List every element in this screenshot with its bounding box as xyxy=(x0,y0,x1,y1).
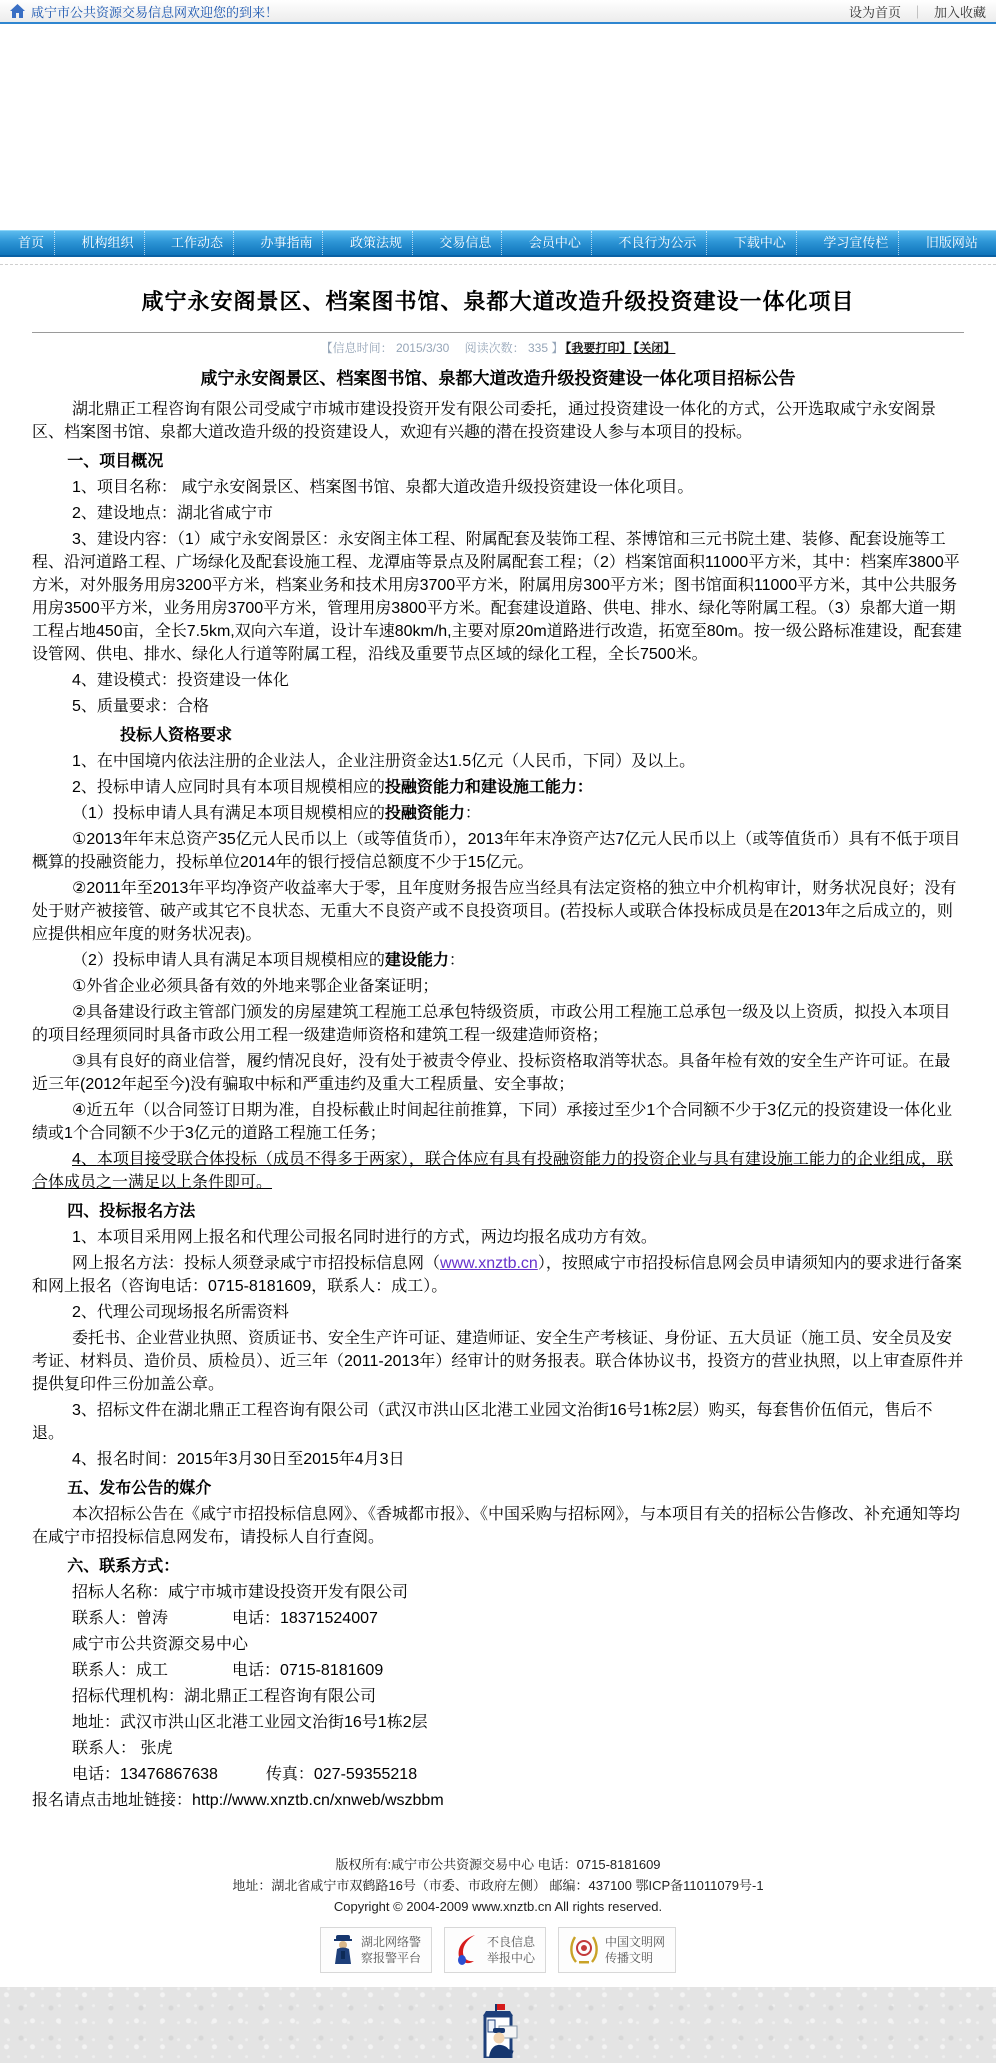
footer-badges xyxy=(0,1927,996,1973)
nav-item-0[interactable]: 首页 xyxy=(8,231,55,255)
article-paragraph xyxy=(32,750,964,773)
text-segment: ②具备建设行政主管部门颁发的房屋建筑工程施工总承包特级资质，市政公用工程施工总承包一级及以上资质，拟投入本项目的项目经理须同时具备市政公用工程一级建造师资格和建筑工程一级建造师资格； xyxy=(32,1004,951,1044)
text-segment: 联系人：曾涛 电话：18371524007 xyxy=(72,1610,378,1627)
article-paragraph xyxy=(32,1737,964,1760)
badge-hubei-cyber-police[interactable] xyxy=(320,1927,432,1973)
article-paragraph xyxy=(32,1503,964,1549)
topbar-right xyxy=(849,2,986,21)
text-segment: 2、投标申请人应同时具有本项目规模相应的 xyxy=(72,779,385,796)
article-paragraph xyxy=(32,1685,964,1708)
text-segment: 建设能力 xyxy=(384,952,449,969)
article-paragraph xyxy=(32,1226,964,1249)
nav-item-6[interactable]: 会员中心 xyxy=(519,231,592,255)
title-divider xyxy=(32,332,964,333)
bottom-strip xyxy=(0,1987,996,2063)
text-segment: 3、招标文件在湖北鼎正工程咨询有限公司（武汉市洪山区北港工业园文治街16号1栋2层）购买，每套售价伍佰元，售后不退。 xyxy=(32,1402,933,1442)
article-paragraph xyxy=(32,1327,964,1396)
article-paragraph xyxy=(32,1001,964,1047)
text-segment: 联系人：成工 电话：0715-8181609 xyxy=(72,1662,384,1679)
page-title: 咸宁永安阁景区、档案图书馆、泉都大道改造升级投资建设一体化项目 xyxy=(141,289,855,314)
article-paragraph xyxy=(32,1050,964,1096)
text-segment: 委托书、企业营业执照、资质证书、安全生产许可证、建造师证、安全生产考核证、身份证、五大员证（施工员、安全员及安考证、材料员、造价员、质检员）、近三年（2011-2013年）经审计的财务报表。联合体协议书，投资方的营业执照，以上审查原件并提供复印件三份加盖公章。 xyxy=(32,1330,964,1393)
banner-placeholder xyxy=(0,24,996,230)
text-segment: 4、报名时间：2015年3月30日至2015年4月3日 xyxy=(72,1451,405,1468)
text-segment: 4、 xyxy=(72,1151,97,1168)
badge-label: 不良信息 举报中心 xyxy=(486,1935,535,1965)
text-segment: 2、代理公司现场报名所需资料 xyxy=(72,1304,289,1321)
nav-item-9[interactable]: 学习宣传栏 xyxy=(813,231,899,255)
text-segment: 咸宁永安阁景区、档案图书馆、泉都大道改造升级投资建设一体化项目招标公告 xyxy=(200,369,796,388)
page-footer xyxy=(0,1854,996,1973)
print-button[interactable]: 【我要打印】 xyxy=(565,341,632,355)
civilization-icon xyxy=(569,1933,599,1968)
article-paragraph xyxy=(32,398,964,444)
text-segment: ②2011年至2013年平均净资产收益率大于零，且年度财务报告应当经具有法定资格的独立中介机构审计，财务状况良好；没有处于财产被接管、破产或其它不良状态、无重大不良资产或不良投资项目。(若投标人或联合体投标成员是在2013年之后成立的，则应提供相应年度的财务状况表)。 xyxy=(32,880,957,943)
text-segment: （2）投标申请人具有满足本项目规模相应的 xyxy=(72,952,385,969)
report-center-icon xyxy=(455,1933,481,1968)
text-segment: 1、项目名称： 咸宁永安阁景区、档案图书馆、泉都大道改造升级投资建设一体化项目。 xyxy=(72,479,694,496)
text-segment: 本项目接受联合体投标（成员不得多于两家），联合体应有具有投融资能力的投资企业与具有建设施工能力的企业组成，联合体成员之一满足以上条件即可。 xyxy=(32,1151,953,1191)
text-segment: 电话：13476867638 传真：027-59355218 xyxy=(72,1766,418,1783)
article-paragraph xyxy=(32,1477,964,1500)
nav-item-4[interactable]: 政策法规 xyxy=(340,231,413,255)
main-nav xyxy=(0,230,996,257)
article-paragraph xyxy=(32,828,964,874)
nav-item-5[interactable]: 交易信息 xyxy=(429,231,502,255)
article-paragraph xyxy=(32,695,964,718)
badge-bad-info-report[interactable] xyxy=(444,1927,546,1973)
article-paragraph xyxy=(32,1252,964,1298)
article-paragraph xyxy=(32,1633,964,1656)
welcome-text: 咸宁市公共资源交易信息网欢迎您的到来！ xyxy=(31,4,279,20)
article-paragraph xyxy=(32,1763,964,1786)
text-segment: 网上报名方法：投标人须登录咸宁市招投标信息网（ xyxy=(72,1255,441,1272)
article-paragraph xyxy=(32,802,964,825)
article-paragraph xyxy=(32,1200,964,1223)
text-segment: 3、建设内容：（1）咸宁永安阁景区：永安阁主体工程、附属配套及装饰工程、茶博馆和三元书院土建、装修、配套设施等工程、沿河道路工程、广场绿化及配套设施工程、龙潭庙等景点及附属配套工程；（2）档案馆面积11000平方米，其中：档案库3800平方米，对外服务用房3200平方米，档案业务和技术用房3700平方米，附属用房300平方米；图书馆面积11000平方米，其中公共服务用房3500平方米，业务用房3700平方米，管理用房3800平方米。配套建设道路、供电、排水、绿化等附属工程。（3）泉都大道一期工程占地450亩，全长7.5km,双向六车道，设计车速80km/h,主要对原20m道路进行改造，拓宽至80m。按一级公路标准建设，配套建设管网、供电、排水、绿化人行道等附属工程，沿线及重要节点区域的绿化工程，全长7500米。 xyxy=(32,531,962,663)
text-segment: 报名请点击地址链接：http://www.xnztb.cn/xnweb/wszbbm xyxy=(32,1792,444,1809)
nav-item-2[interactable]: 工作动态 xyxy=(161,231,234,255)
nav-item-8[interactable]: 下载中心 xyxy=(724,231,797,255)
footer-copyright: Copyright © 2004-2009 www.xnztb.cn All rights reserved. xyxy=(333,1899,663,1914)
police-mascot-icon[interactable] xyxy=(475,2004,521,2063)
topbar xyxy=(0,0,996,24)
nav-item-1[interactable]: 机构组织 xyxy=(71,231,144,255)
text-segment: 湖北鼎正工程咨询有限公司受咸宁市城市建设投资开发有限公司委托，通过投资建设一体化的方式，公开选取咸宁永安阁景区、档案图书馆、泉都大道改造升级的投资建设人，欢迎有兴趣的潜在投资建设人参与本项目的投标。 xyxy=(32,401,937,441)
close-button[interactable]: 【关闭】 xyxy=(633,341,676,355)
text-segment: 地址：武汉市洪山区北港工业园文治街16号1栋2层 xyxy=(72,1714,428,1731)
article-paragraph xyxy=(32,1099,964,1145)
text-segment: （1）投标申请人具有满足本项目规模相应的 xyxy=(72,805,385,822)
text-segment: 一、项目概况 xyxy=(67,453,164,470)
article-paragraph xyxy=(32,1711,964,1734)
text-segment: 1、在中国境内依法注册的企业法人，企业注册资金达1.5亿元（人民币，下同）及以上。 xyxy=(72,753,696,770)
article-paragraph xyxy=(32,476,964,499)
add-favorite-link[interactable]: 加入收藏 xyxy=(933,4,986,20)
article-paragraph xyxy=(32,724,964,747)
article-paragraph xyxy=(32,776,964,799)
footer-copyright-owner: 版权所有:咸宁市公共资源交易中心 电话：0715-8181609 xyxy=(335,1857,661,1872)
article-meta xyxy=(32,339,964,357)
text-segment: 本次招标公告在《咸宁市招投标信息网》、《香城都市报》、《中国采购与招标网》，与本项目有关的招标公告修改、补充通知等均在咸宁市招投标信息网发布，请投标人自行查阅。 xyxy=(32,1506,961,1546)
article-body xyxy=(32,367,964,1812)
article-paragraph xyxy=(32,1399,964,1445)
article-paragraph xyxy=(32,450,964,473)
text-segment: ③具有良好的商业信誉，履约情况良好，没有处于被责令停业、投标资格取消等状态。具备年检有效的安全生产许可证。在最近三年(2012年起至今)没有骗取中标和严重违约及重大工程质量、安全事故； xyxy=(32,1053,951,1093)
article-paragraph xyxy=(32,1301,964,1324)
text-segment: ①2013年年末总资产35亿元人民币以上（或等值货币），2013年年末净资产达7亿元人民币以上（或等值货币）具有不低于项目概算的投融资能力，投标单位2014年的银行授信总额度不少于15亿元。 xyxy=(32,831,961,871)
text-segment: 咸宁市公共资源交易中心 xyxy=(72,1636,249,1653)
text-segment: 联系人： 张虎 xyxy=(72,1740,173,1757)
text-segment: ④近五年（以合同签订日期为准，自投标截止时间起往前推算，下同）承接过至少1个合同额不少于3亿元的投资建设一体化业绩或1个合同额不少于3亿元的道路工程施工任务； xyxy=(32,1102,953,1142)
text-segment: 四、投标报名方法 xyxy=(67,1203,196,1220)
article-paragraph xyxy=(32,1555,964,1578)
badge-label: 中国文明网 传播文明 xyxy=(605,1935,666,1965)
meta-info: 【信息时间： 2015/3/30 阅读次数： 335 】 xyxy=(320,341,564,355)
text-segment: 1、本项目采用网上报名和代理公司报名同时进行的方式，两边均报名成功方有效。 xyxy=(72,1229,657,1246)
footer-address: 地址：湖北省咸宁市双鹤路16号（市委、市政府左侧） 邮编：437100 鄂ICP备11011079号-1 xyxy=(232,1878,764,1893)
police-badge-icon xyxy=(331,1933,355,1968)
text-segment: 五、发布公告的媒介 xyxy=(67,1480,212,1497)
set-home-link[interactable]: 设为首页 xyxy=(848,4,901,20)
nav-item-7[interactable]: 不良行为公示 xyxy=(608,231,707,255)
home-icon xyxy=(10,4,25,18)
text-segment: ： xyxy=(448,952,465,969)
badge-label: 湖北网络警 察报警平台 xyxy=(360,1935,421,1965)
badge-china-civilization[interactable] xyxy=(558,1927,676,1973)
article-paragraph xyxy=(32,877,964,946)
content-area xyxy=(0,265,996,1812)
article-paragraph xyxy=(32,975,964,998)
text-segment: 4、建设模式：投资建设一体化 xyxy=(72,672,289,689)
text-segment: 招标人名称：咸宁市城市建设投资开发有限公司 xyxy=(72,1584,409,1601)
article-paragraph xyxy=(32,949,964,972)
nav-item-3[interactable]: 办事指南 xyxy=(250,231,323,255)
text-segment: 2、建设地点：湖北省咸宁市 xyxy=(72,505,273,522)
article-paragraph xyxy=(32,1448,964,1471)
article-paragraph xyxy=(32,1148,964,1194)
article-heading xyxy=(32,367,964,390)
article-paragraph xyxy=(32,669,964,692)
text-segment: ： xyxy=(464,805,481,822)
article-paragraph xyxy=(32,1607,964,1630)
nav-item-10[interactable]: 旧版网站 xyxy=(925,235,978,250)
text-segment: ），按照咸宁市招投标信息网会员申请须知内的要求进行备案和网上报名（咨询电话：0715-8181609，联系人：成工）。 xyxy=(32,1255,962,1295)
article-paragraph xyxy=(32,502,964,525)
topbar-separator: ｜ xyxy=(910,4,924,20)
text-segment: 招标代理机构：湖北鼎正工程咨询有限公司 xyxy=(72,1688,377,1705)
article-paragraph xyxy=(32,528,964,666)
topbar-left xyxy=(10,2,278,21)
article-paragraph xyxy=(32,1581,964,1604)
article-paragraph xyxy=(32,1659,964,1682)
text-segment: 六、联系方式： xyxy=(67,1558,180,1575)
text-segment: ①外省企业必须具备有效的外地来鄂企业备案证明； xyxy=(72,978,439,995)
inline-link[interactable]: www.xnztb.cn xyxy=(440,1255,538,1272)
text-segment: 投融资能力 xyxy=(384,805,465,822)
article-paragraph xyxy=(32,1789,964,1812)
text-segment: 5、质量要求：合格 xyxy=(72,698,209,715)
text-segment: 投标人资格要求 xyxy=(120,727,233,744)
text-segment: 投融资能力和建设施工能力： xyxy=(384,779,593,796)
